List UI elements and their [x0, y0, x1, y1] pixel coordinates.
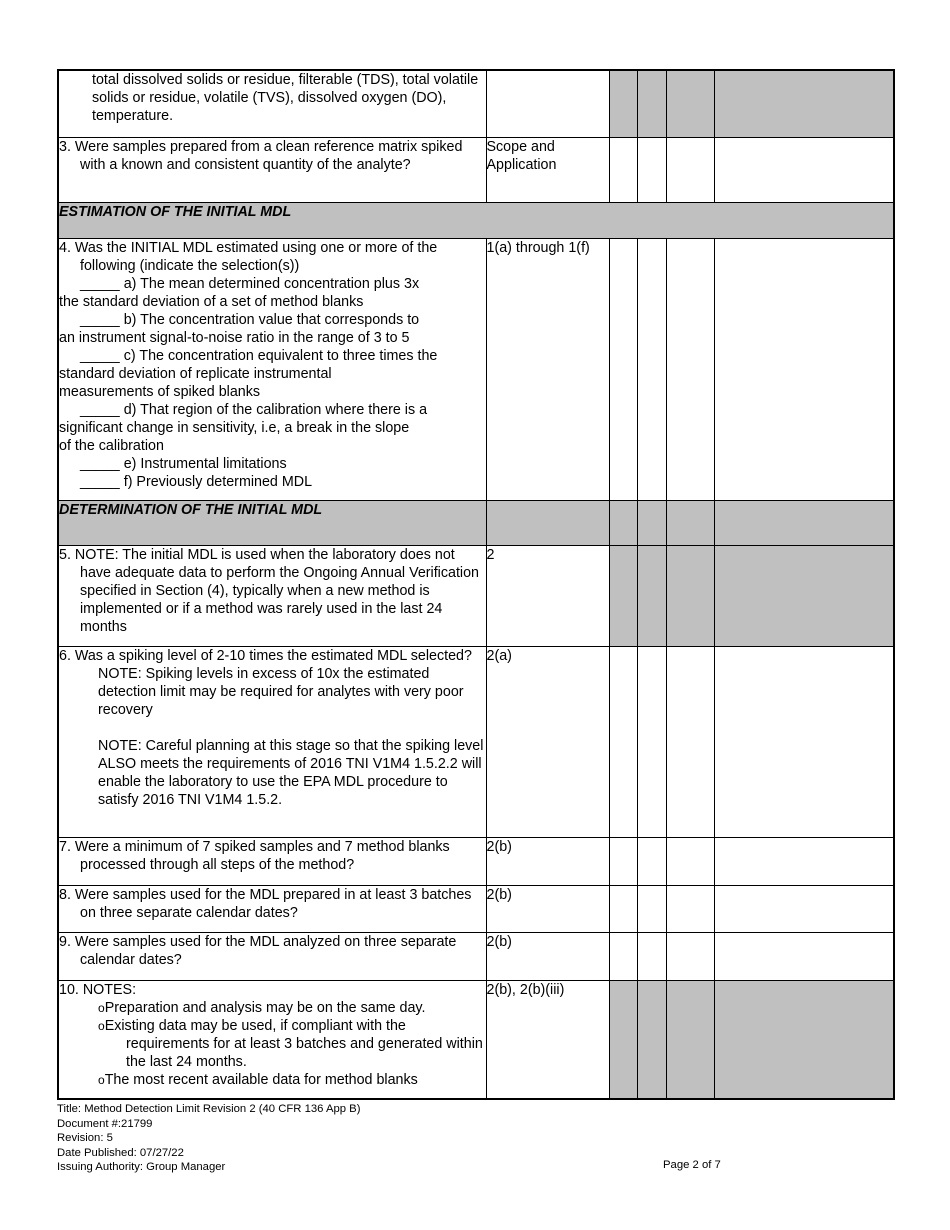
table-row — [58, 980, 894, 1099]
question-10: 10. NOTES: oPreparation and analysis may be on the same day. oExisting data may be used, if compliant with the requirements for at least 3 batches and generated within the last 24 months. oThe most recent available data for method blanks — [58, 980, 486, 1099]
question-9: 9. Were samples used for the MDL analyzed on three separate calendar dates? — [58, 932, 486, 980]
bullet-icon: o — [98, 1072, 105, 1087]
check-cell[interactable] — [637, 885, 666, 932]
checklist-table — [57, 69, 895, 1100]
question-4: 4. Was the INITIAL MDL estimated using one or more of the following (indicate the selection(s)) _____ a) The mean determined concentration plus 3x the standard deviation of a set of method blanks _____ b) The concentration value that corresponds to an instrument signal-to-noise ratio in the range of 3 to 5 _____ c) The concentration equivalent to three times the standard deviation of replicate instrumental measurements of spiked blanks _____ d) That region of the calibration where there is a significant change in sensitivity, i.e, a break in the slope of the calibration _____ e) Instrumental limitations _____ f) Previously determined MDL — [58, 238, 486, 500]
table-row — [58, 238, 894, 500]
check-cell[interactable] — [609, 932, 637, 980]
check-cell[interactable] — [609, 885, 637, 932]
check-cell[interactable] — [666, 837, 714, 885]
check-cell[interactable] — [609, 137, 637, 202]
reference-8: 2(b) — [486, 885, 609, 932]
comment-cell[interactable] — [714, 137, 894, 202]
reference-cell — [486, 70, 609, 137]
table-row — [58, 70, 894, 137]
question-5: 5. NOTE: The initial MDL is used when the laboratory does not have adequate data to perform the Ongoing Annual Verification specified in Section (4), typically when a new method is implemented or if a method was rarely used in the last 24 months — [58, 545, 486, 646]
check-cell[interactable] — [637, 932, 666, 980]
check-cell[interactable] — [666, 646, 714, 837]
section-row — [58, 202, 894, 238]
question-6: 6. Was a spiking level of 2-10 times the estimated MDL selected? NOTE: Spiking levels in excess of 10x the estimated detection limit may be required for analytes with very poor recovery NOTE: Careful planning at this stage so that the spiking level ALSO meets the requirements of 2016 TNI V1M4 1.5.2.2 will enable the laboratory to use the EPA MDL procedure to satisfy 2016 TNI V1M4 1.5.2. — [58, 646, 486, 837]
footer-title: Title: Method Detection Limit Revision 2 (40 CFR 136 App B) — [57, 1103, 361, 1115]
table-row — [58, 646, 894, 837]
reference-4: 1(a) through 1(f) — [486, 238, 609, 500]
check-cell[interactable] — [666, 238, 714, 500]
question-8: 8. Were samples used for the MDL prepared in at least 3 batches on three separate calendar dates? — [58, 885, 486, 932]
question-7: 7. Were a minimum of 7 spiked samples and 7 method blanks processed through all steps of the method? — [58, 837, 486, 885]
section-heading-determination: DETERMINATION OF THE INITIAL MDL — [58, 500, 486, 545]
reference-7: 2(b) — [486, 837, 609, 885]
question-3: 3. Were samples prepared from a clean reference matrix spiked with a known and consistent quantity of the analyte? — [58, 137, 486, 202]
footer-revision: Revision: 5 — [57, 1132, 113, 1144]
comment-cell[interactable] — [714, 837, 894, 885]
comment-cell[interactable] — [714, 885, 894, 932]
check-cell[interactable] — [609, 646, 637, 837]
check-cell[interactable] — [609, 238, 637, 500]
footer-date: Date Published: 07/27/22 — [57, 1146, 184, 1159]
check-cell[interactable] — [637, 646, 666, 837]
check-cell[interactable] — [666, 137, 714, 202]
footer-authority: Issuing Authority: Group Manager — [57, 1161, 226, 1173]
table-row — [58, 137, 894, 202]
table-row — [58, 837, 894, 885]
bullet-icon: o — [98, 1018, 105, 1033]
table-row — [58, 885, 894, 932]
reference-10: 2(b), 2(b)(iii) — [486, 980, 609, 1099]
footer-document-number: Document #:21799 — [57, 1117, 153, 1130]
comment-cell[interactable] — [714, 646, 894, 837]
reference-6: 2(a) — [486, 646, 609, 837]
reference-9: 2(b) — [486, 932, 609, 980]
check-cell[interactable] — [666, 932, 714, 980]
comment-cell[interactable] — [714, 238, 894, 500]
check-cell[interactable] — [666, 885, 714, 932]
check-cell[interactable] — [609, 837, 637, 885]
check-cell[interactable] — [637, 837, 666, 885]
table-row — [58, 932, 894, 980]
page-number: Page 2 of 7 — [663, 1159, 721, 1171]
section-heading-estimation: ESTIMATION OF THE INITIAL MDL — [58, 202, 894, 238]
bullet-icon: o — [98, 1000, 105, 1015]
check-cell[interactable] — [637, 238, 666, 500]
section-row — [58, 500, 894, 545]
table-row — [58, 545, 894, 646]
question-continuation: total dissolved solids or residue, filterable (TDS), total volatile solids or residue, volatile (TVS), dissolved oxygen (DO), temperature. — [58, 70, 486, 137]
check-cell[interactable] — [637, 137, 666, 202]
reference-5: 2 — [486, 545, 609, 646]
reference-3: Scope and Application — [486, 137, 609, 202]
document-footer — [57, 1102, 360, 1175]
comment-cell[interactable] — [714, 932, 894, 980]
